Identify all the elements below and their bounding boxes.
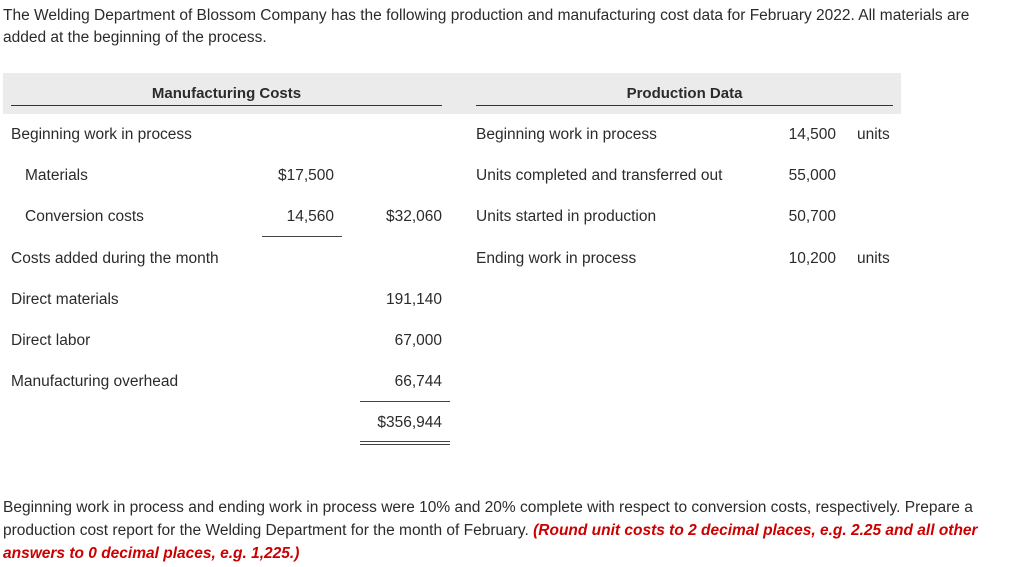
costs-added-label: Costs added during the month: [11, 250, 219, 267]
production-data-header: Production Data: [626, 85, 743, 102]
subtotal-rule: [262, 236, 342, 237]
double-rule-bottom: [360, 444, 450, 445]
direct-materials-label: Direct materials: [11, 291, 119, 308]
materials-value: $17,500: [277, 167, 334, 184]
instructions-text: [3, 496, 1013, 565]
production-data-header-rule: [476, 105, 893, 106]
prod-row-label: Beginning work in process: [476, 126, 657, 143]
manufacturing-overhead-value: 66,744: [394, 373, 442, 390]
rounding-note: (Round unit costs to 2 decimal places, e.g. 2.25 and all other answers to 0 decimal places, e.g. 1,225.): [3, 522, 978, 562]
prod-row-value: 14,500: [788, 126, 836, 143]
prod-row-unit: units: [857, 250, 890, 267]
total-rule: [360, 401, 450, 402]
manufacturing-costs-header: Manufacturing Costs: [151, 85, 302, 102]
materials-label: Materials: [25, 167, 88, 184]
prod-row-unit: units: [857, 126, 890, 143]
bwip-total-value: $32,060: [385, 208, 442, 225]
prod-row-value: 50,700: [788, 208, 836, 225]
prod-row-label: Units started in production: [476, 208, 657, 225]
prod-row-value: 55,000: [788, 167, 836, 184]
manufacturing-overhead-label: Manufacturing overhead: [11, 373, 179, 390]
direct-materials-value: 191,140: [385, 291, 442, 308]
prod-row-value: 10,200: [788, 250, 836, 267]
prod-row-label: Ending work in process: [476, 250, 637, 267]
direct-labor-label: Direct labor: [11, 332, 91, 349]
grand-total-value: $356,944: [377, 414, 442, 431]
prod-row-label: Units completed and transferred out: [476, 167, 723, 184]
conversion-costs-label: Conversion costs: [25, 208, 144, 225]
double-rule-top: [360, 441, 450, 442]
instructions-body: Beginning work in process and ending work in process were 10% and 20% complete with respect to conversion costs, respectively. Prepare a production cost report for the Welding Department for the month of February.: [3, 499, 973, 539]
conversion-costs-value: 14,560: [286, 208, 334, 225]
direct-labor-value: 67,000: [394, 332, 442, 349]
manufacturing-costs-header-rule: [11, 105, 442, 106]
bwip-cost-label: Beginning work in process: [11, 126, 192, 143]
intro-text: The Welding Department of Blossom Company has the following production and manufacturing cost data for February 2022. All materials are added at the beginning of the process.: [3, 7, 970, 46]
